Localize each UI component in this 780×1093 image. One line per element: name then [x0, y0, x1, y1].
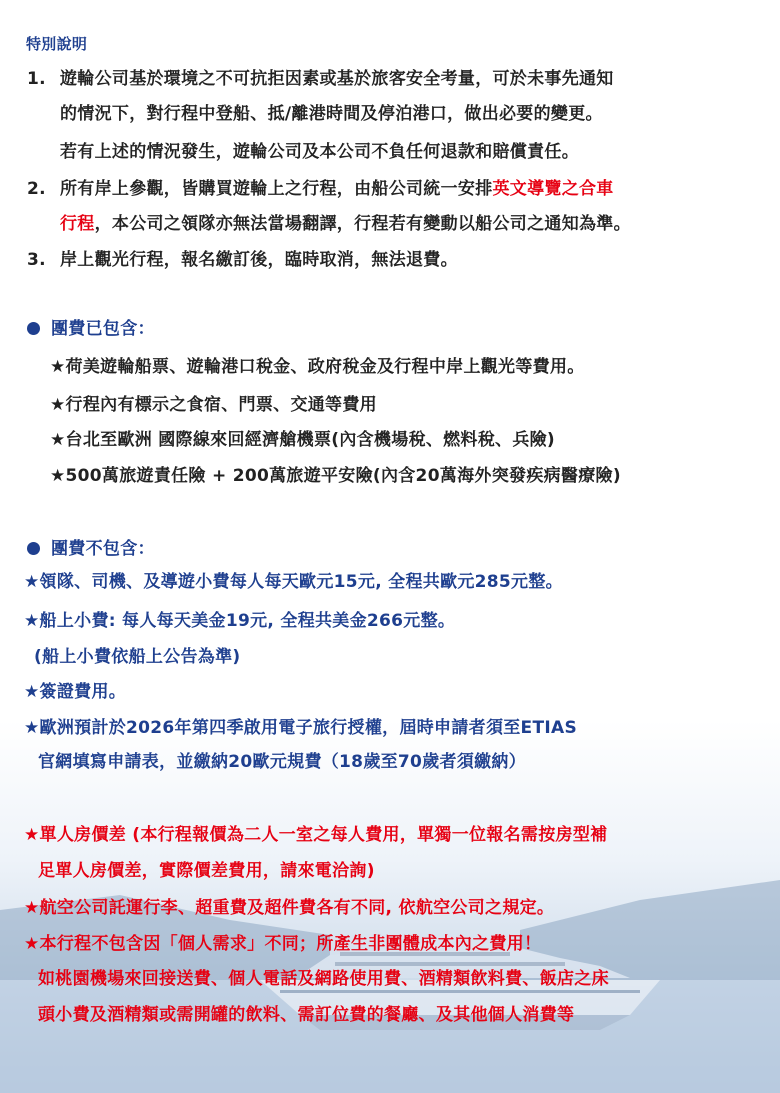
special-note-3: 岸上觀光行程，報名繳訂後，臨時取消，無法退費。 [60, 250, 458, 270]
personal-expense-note-line-1: ★本行程不包含因「個人需求」不同；所產生非團體成本內之費用！ [24, 934, 542, 954]
personal-expense-note-line-2: 如桃園機場來回接送費、個人電話及網路使用費、酒精類飲料費、飯店之床 [38, 969, 609, 989]
item-number-1: 1. [27, 69, 46, 89]
excluded-heading: 團費不包含： [51, 539, 155, 559]
special-note-2-text-cont: ，本公司之領隊亦無法當場翻譯，行程若有變動以船公司之通知為準。 [94, 214, 631, 234]
excluded-item-visa: ★簽證費用。 [24, 682, 127, 702]
single-room-note-line-1: ★單人房價差 (本行程報價為二人一室之每人費用，單獨一位報名需按房型補 [24, 825, 608, 845]
special-note-2-text: 所有岸上參觀，皆購買遊輪上之行程，由船公司統一安排 [60, 179, 493, 199]
excluded-item-guide-tips: ★領隊、司機、及導遊小費每人每天歐元15元, 全程共歐元285元整。 [24, 572, 563, 592]
excluded-item-etias-line-1: ★歐洲預計於2026年第四季啟用電子旅行授權，屆時申請者須至ETIAS [24, 718, 577, 738]
special-note-2-line-1 [60, 178, 614, 200]
personal-expense-note-line-3: 頭小費及酒精類或需開罐的飲料、需訂位費的餐廳、及其他個人消費等 [38, 1005, 575, 1025]
item-number-3: 3. [27, 250, 46, 270]
included-item-4: ★500萬旅遊責任險 + 200萬旅遊平安險(內含20萬海外突發疾病醫療險) [50, 466, 621, 486]
special-note-1-line-3: 若有上述的情況發生，遊輪公司及本公司不負任何退款和賠償責任。 [60, 142, 579, 162]
included-item-1: ★荷美遊輪船票、遊輪港口稅金、政府稅金及行程中岸上觀光等費用。 [50, 357, 585, 377]
excluded-ship-tips-note: (船上小費依船上公告為準) [34, 647, 241, 667]
special-note-1-line-2: 的情況下，對行程中登船、抵/離港時間及停泊港口，做出必要的變更。 [60, 104, 603, 124]
luggage-note: ★航空公司託運行李、超重費及超件費各有不同, 依航空公司之規定。 [24, 898, 555, 918]
itinerary-highlight: 行程 [60, 214, 95, 234]
item-number-2: 2. [27, 179, 46, 199]
excluded-bullet-icon [27, 542, 40, 555]
single-room-note-line-2: 足單人房價差，實際價差費用，請來電洽詢) [38, 861, 375, 881]
excluded-item-etias-line-2: 官網填寫申請表，並繳納20歐元規費（18歲至70歲者須繳納） [38, 752, 526, 772]
included-heading: 團費已包含： [51, 319, 155, 339]
excluded-item-ship-tips: ★船上小費: 每人每天美金19元, 全程共美金266元整。 [24, 611, 456, 631]
english-guide-highlight: 英文導覽之合車 [492, 179, 614, 199]
included-bullet-icon [27, 322, 40, 335]
special-notes-title: 特別說明 [26, 35, 88, 53]
included-item-2: ★行程內有標示之食宿、門票、交通等費用 [50, 395, 377, 415]
special-note-2-line-2 [60, 213, 631, 235]
included-item-3: ★台北至歐洲 國際線來回經濟艙機票(內含機場稅、燃料稅、兵險) [50, 430, 555, 450]
special-note-1-line-1: 遊輪公司基於環境之不可抗拒因素或基於旅客安全考量，可於未事先通知 [60, 69, 614, 89]
